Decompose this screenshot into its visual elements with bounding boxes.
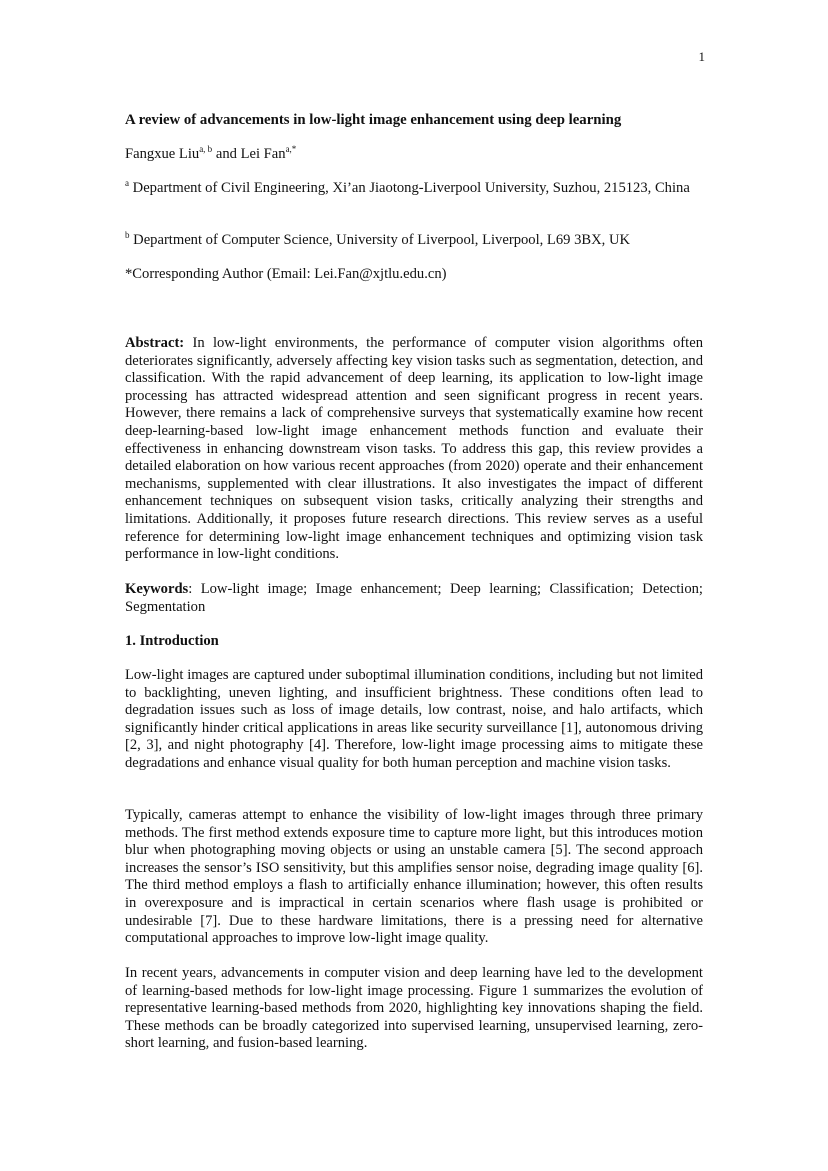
keywords-label: Keywords [125, 581, 189, 597]
section-heading-introduction: 1. Introduction [125, 633, 219, 649]
affiliation-b [125, 232, 703, 250]
abstract [125, 335, 703, 564]
page-number: 1 [698, 49, 705, 64]
affiliation-a-mark: a [125, 178, 129, 188]
intro-paragraph-3: In recent years, advancements in computer vision and deep learning have led to the development of learning-based methods for low-light image processing. Figure 1 summarizes the evolution of representative learning-based methods from 2020, highlighting key innovations shaping the field. These methods can be broadly categorized into supervised learning, unsupervised learning, zero-short learning, and fusion-based learning. [125, 965, 703, 1052]
author-2-name: Lei Fan [240, 146, 286, 162]
affiliation-b-mark: b [125, 230, 130, 240]
abstract-label: Abstract: [125, 335, 185, 351]
abstract-text: In low-light environments, the performance of computer vision algorithms often deteriorates significantly, adversely affecting key vision tasks such as segmentation, detection, and classification. With the rapid advancement of deep learning, its application to low-light image processing has attracted widespread attention and seen significant progress in recent years. However, there remains a lack of comprehensive surveys that systematically examine how recent deep-learning-based low-light image enhancement methods function and evaluate their effectiveness in enhancing downstream vison tasks. To address this gap, this review provides a detailed elaboration on how various recent approaches (from 2020) operate and their enhancement mechanisms, supplemented with clear illustrations. It also investigates the impact of different enhancement techniques on subsequent vision tasks, critically analyzing their strengths and limitations. Additionally, it proposes future research directions. This review serves as a useful reference for determining low-light image enhancement techniques and optimizing vision task performance in low-light conditions. [125, 335, 703, 563]
affiliation-a-text: Department of Civil Engineering, Xi’an Jiaotong-Liverpool University, Suzhou, 215123, China [129, 180, 690, 196]
keywords [125, 581, 703, 616]
author-1-name: Fangxue Liu [125, 146, 200, 162]
intro-paragraph-2: Typically, cameras attempt to enhance the visibility of low-light images through three primary methods. The first method extends exposure time to capture more light, but this introduces motion blur when photographing moving objects or using an unstable camera [5]. The second approach increases the sensor’s ISO sensitivity, but this amplifies sensor noise, degrading image quality [6]. The third method employs a flash to artificially enhance illumination; however, this often results in overexposure and is impractical in certain scenarios where flash usage is prohibited or undesirable [7]. Due to these hardware limitations, there is a pressing need for alternative computational approaches to improve low-light image quality. [125, 807, 703, 947]
author-2-superscript: a,* [285, 144, 297, 154]
corresponding-author: *Corresponding Author (Email: Lei.Fan@xjtlu.edu.cn) [125, 266, 447, 282]
affiliation-a [125, 180, 703, 198]
author-1-superscript: a, b [199, 144, 213, 154]
keywords-text: : Low-light image; Image enhancement; Deep learning; Classification; Detection; Segmentation [125, 581, 703, 615]
author-line [125, 146, 703, 164]
author-joiner: and [212, 146, 241, 162]
affiliation-b-text: Department of Computer Science, University of Liverpool, Liverpool, L69 3BX, UK [129, 232, 631, 248]
paper-title: A review of advancements in low-light image enhancement using deep learning [125, 112, 622, 128]
intro-paragraph-1: Low-light images are captured under suboptimal illumination conditions, including but not limited to backlighting, uneven lighting, and insufficient brightness. These conditions often lead to degradation issues such as loss of image details, low contrast, noise, and halo artifacts, which significantly hinder critical applications in areas like security surveillance [1], autonomous driving [2, 3], and night photography [4]. Therefore, low-light image processing aims to mitigate these degradations and enhance visual quality for both human perception and machine vision tasks. [125, 667, 703, 771]
